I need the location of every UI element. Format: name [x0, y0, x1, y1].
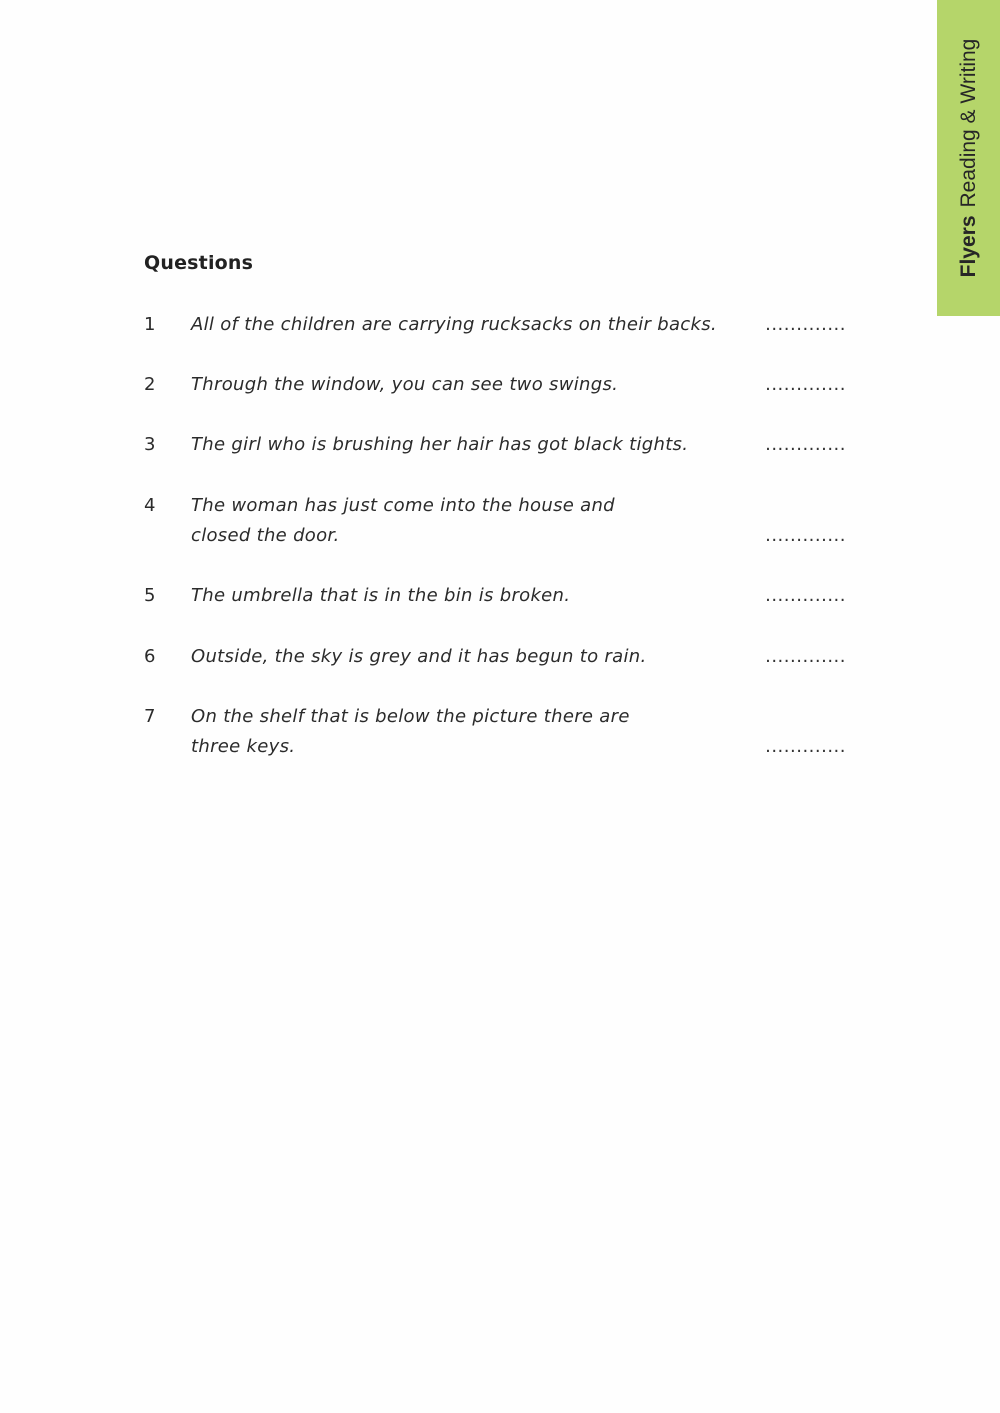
answer-blank[interactable]: .............: [765, 525, 846, 546]
question-number: 2: [144, 374, 156, 395]
question-number: 4: [144, 495, 156, 516]
question-item: [144, 491, 846, 551]
question-number: 5: [144, 585, 156, 606]
question-item: [144, 642, 846, 672]
question-text: The umbrella that is in the bin is broken.: [191, 585, 571, 606]
answer-blank[interactable]: .............: [765, 314, 846, 335]
question-item: [144, 702, 846, 762]
question-number: 7: [144, 706, 156, 727]
question-number: 6: [144, 646, 156, 667]
question-text: Outside, the sky is grey and it has begun to rain.: [191, 646, 647, 667]
answer-blank[interactable]: .............: [765, 374, 846, 395]
answer-blank[interactable]: .............: [765, 646, 846, 667]
question-item: [144, 581, 846, 611]
question-number: 1: [144, 314, 156, 335]
level-name: Flyers: [956, 215, 980, 278]
question-item: [144, 370, 846, 400]
question-item: [144, 310, 846, 340]
question-item: [144, 430, 846, 460]
question-text: Through the window, you can see two swings.: [191, 374, 619, 395]
answer-blank[interactable]: .............: [765, 585, 846, 606]
question-number: 3: [144, 434, 156, 455]
side-tab-label: [957, 39, 981, 278]
answer-blank[interactable]: .............: [765, 434, 846, 455]
question-text: On the shelf that is below the picture there are three keys.: [191, 706, 630, 757]
section-name: Reading & Writing: [956, 38, 980, 208]
question-text: The girl who is brushing her hair has got black tights.: [191, 434, 689, 455]
question-text: The woman has just come into the house and closed the door.: [191, 495, 615, 546]
question-text: All of the children are carrying rucksacks on their backs.: [191, 314, 717, 335]
answer-blank[interactable]: .............: [765, 736, 846, 757]
side-tab: [937, 0, 1000, 316]
questions-heading: Questions: [144, 252, 254, 274]
